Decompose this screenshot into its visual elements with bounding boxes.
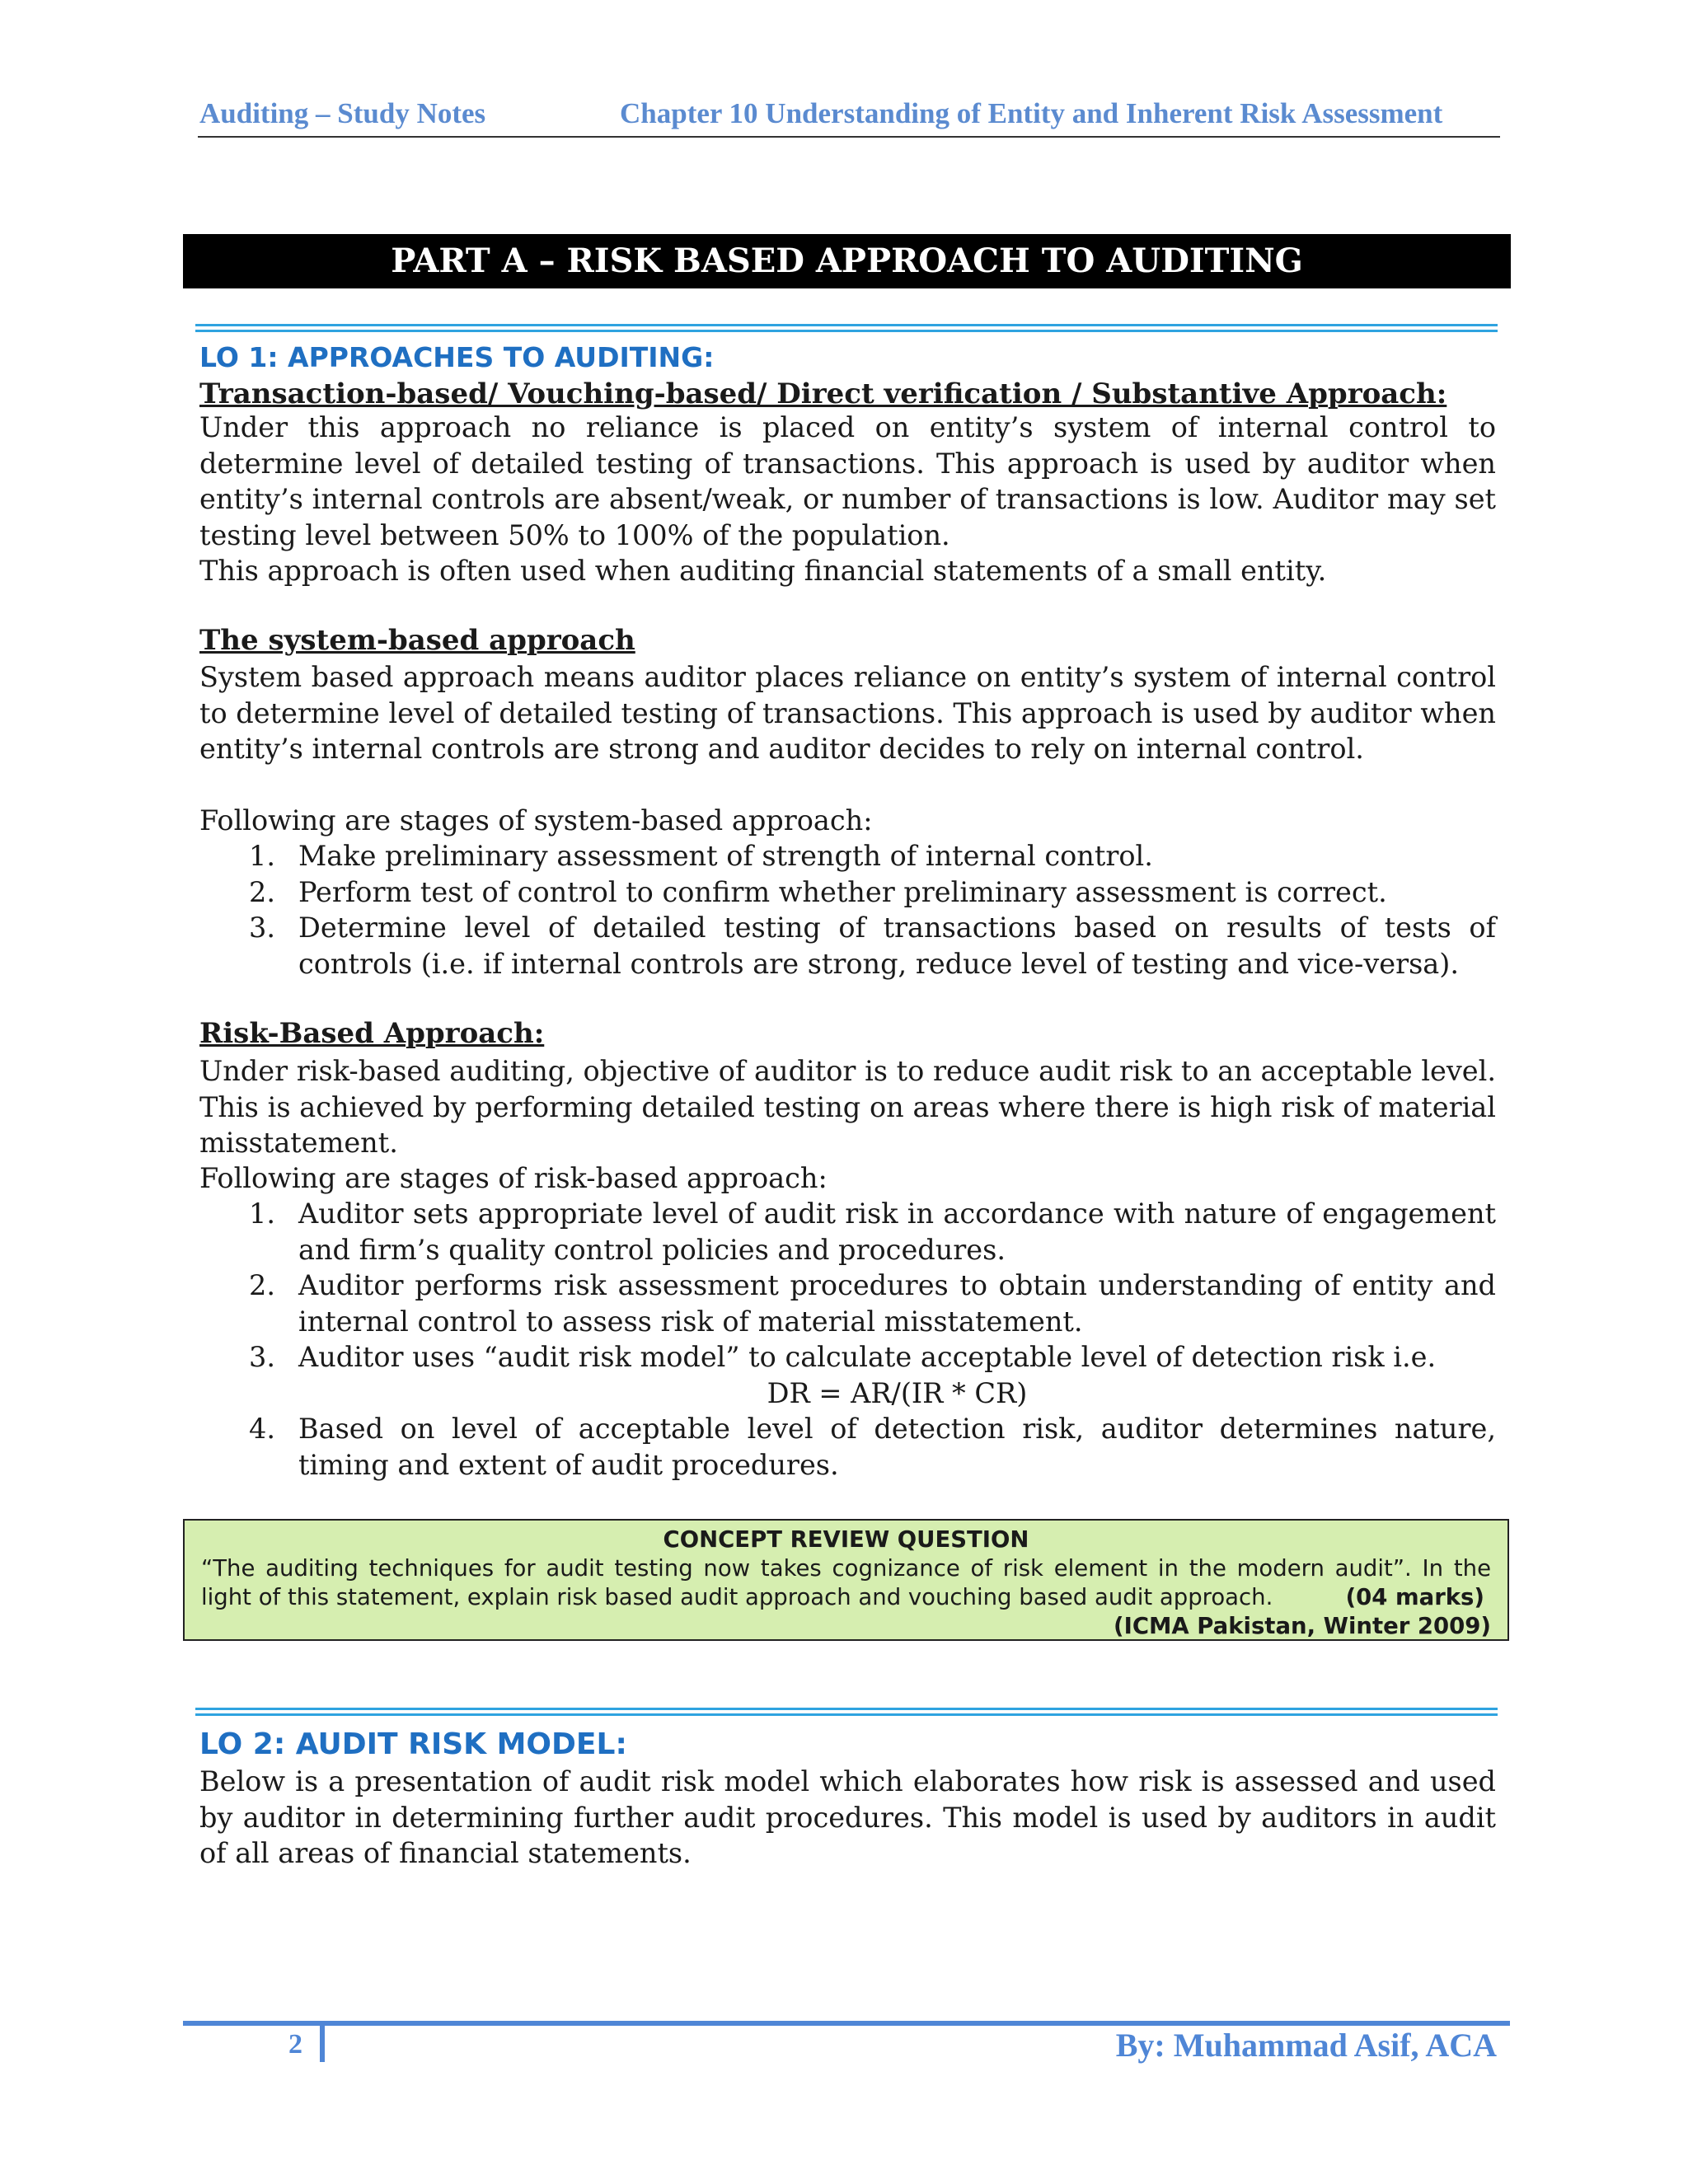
list-item: 1. Make preliminary assessment of strength of internal control.: [249, 840, 1153, 872]
list-item: 3. Determine level of detailed testing of transactions based on results of tests of controls (i.e. if internal controls are strong, reduce level of testing and vice-versa).: [249, 912, 1496, 980]
section-divider-lo2: [195, 1708, 1498, 1716]
header-left-title: Auditing – Study Notes: [199, 97, 486, 129]
question-source: (ICMA Pakistan, Winter 2009): [1114, 1613, 1491, 1639]
system-stages-list: [199, 838, 1496, 982]
concept-review-title: CONCEPT REVIEW QUESTION: [663, 1526, 1029, 1553]
system-stages-intro: Following are stages of system-based approach:: [199, 804, 873, 837]
header-chapter-title: Chapter 10 Understanding of Entity and Inherent Risk Assessment: [620, 97, 1443, 129]
part-title-banner: PART A – RISK BASED APPROACH TO AUDITING: [183, 234, 1511, 288]
concept-review-question: “The auditing techniques for audit testing now takes cognizance of risk element in the modern audit”. In the light of this statement, explain risk based audit approach and vouching based audit approach. (04 marks): [201, 1555, 1491, 1610]
header-divider: [198, 136, 1500, 138]
list-item: 3. Auditor uses “audit risk model” to calculate acceptable level of detection risk i.e. DR = AR/(IR * CR): [199, 1339, 1496, 1411]
concept-review-box: [183, 1519, 1509, 1641]
footer-page-bar: [320, 2021, 325, 2062]
list-item: 2. Auditor performs risk assessment procedures to obtain understanding of entity and internal control to assess risk of material misstatement.: [249, 1269, 1496, 1338]
list-item: 1. Auditor sets appropriate level of audit risk in accordance with nature of engagement and firm’s quality control policies and procedures.: [249, 1197, 1496, 1266]
page-number: 2: [288, 2029, 302, 2060]
system-approach-heading: The system-based approach: [199, 624, 635, 657]
risk-approach-heading: Risk-Based Approach:: [199, 1017, 545, 1050]
lo1-title: LO 1: APPROACHES TO AUDITING:: [199, 341, 715, 373]
risk-stages-intro: Following are stages of risk-based approach:: [199, 1162, 828, 1194]
risk-stages-list: [199, 1196, 1496, 1483]
list-item: 4. Based on level of acceptable level of detection risk, auditor determines nature, timing and extent of audit procedures.: [249, 1413, 1496, 1481]
risk-approach-paragraph: Under risk-based auditing, objective of auditor is to reduce audit risk to an acceptable level. This is achieved by performing detailed testing on areas where there is high risk of material misstatement.: [199, 1055, 1496, 1159]
section-divider-lo1: [195, 324, 1498, 332]
transaction-approach-note: This approach is often used when auditing financial statements of a small entity.: [199, 555, 1327, 587]
list-item: 2. Perform test of control to confirm whether preliminary assessment is correct.: [249, 875, 1387, 908]
lo2-title: LO 2: AUDIT RISK MODEL:: [199, 1727, 627, 1761]
system-approach-paragraph: System based approach means auditor places reliance on entity’s system of internal control to determine level of detailed testing of transactions. This approach is used by auditor when entity’s internal controls are strong and auditor decides to rely on internal control.: [199, 661, 1496, 765]
marks-label: (04 marks): [1345, 1584, 1484, 1610]
transaction-approach-paragraph: Under this approach no reliance is placed on entity’s system of internal control to determine level of detailed testing of transactions. This approach is used by auditor when entity’s internal controls are absent/weak, or number of transactions is low. Auditor may set testing level between 50% to 100% of the population.: [199, 411, 1496, 551]
lo2-paragraph: Below is a presentation of audit risk model which elaborates how risk is assessed and used by auditor in determining further audit procedures. This model is used by auditors in audit of all areas of financial statements.: [199, 1765, 1496, 1869]
transaction-approach-heading: Transaction-based/ Vouching-based/ Direct verification / Substantive Approach:: [199, 377, 1447, 410]
detection-risk-formula: DR = AR/(IR * CR): [767, 1376, 1028, 1409]
footer-author: By: Muhammad Asif, ACA: [1115, 2027, 1497, 2064]
